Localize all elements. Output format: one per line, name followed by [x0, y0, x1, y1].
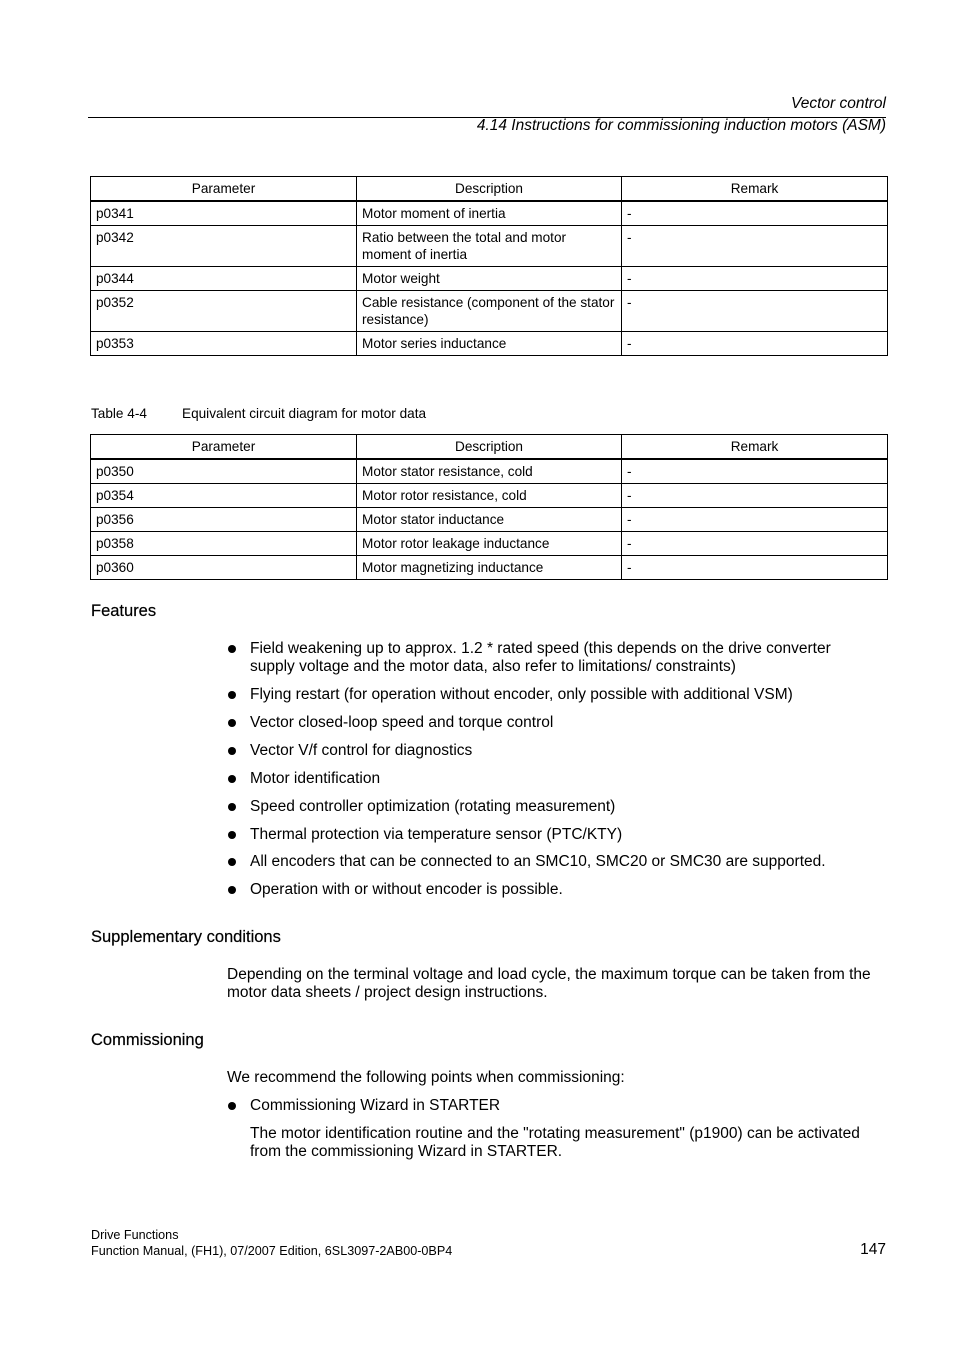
cell-remark: - [622, 556, 888, 580]
cell-remark: - [622, 532, 888, 556]
cell-description: Ratio between the total and motor moment of inertia [357, 226, 622, 267]
table-header-row [91, 435, 888, 460]
bullet-icon [228, 645, 236, 653]
list-item [227, 826, 877, 844]
table-row [91, 459, 888, 484]
table-header-row [91, 177, 888, 202]
list-item [227, 798, 877, 816]
table-row [91, 484, 888, 508]
cell-remark: - [622, 332, 888, 356]
bullet-icon [228, 831, 236, 839]
commissioning-heading: Commissioning [91, 1031, 204, 1049]
table-row [91, 332, 888, 356]
bullet-icon [228, 886, 236, 894]
cell-description: Motor weight [357, 267, 622, 291]
list-item-text: Motor identification [250, 770, 381, 787]
bullet-icon [228, 803, 236, 811]
table-row [91, 226, 888, 267]
cell-remark: - [622, 291, 888, 332]
cell-description: Motor stator resistance, cold [357, 459, 622, 484]
header-section: 4.14 Instructions for commissioning induction motors (ASM) [476, 117, 886, 134]
list-item [227, 742, 877, 760]
footer-edition: Function Manual, (FH1), 07/2007 Edition, 6SL3097-2AB00-0BP4 [91, 1244, 453, 1258]
page-footer [91, 1227, 452, 1259]
list-item [227, 714, 877, 732]
column-header-description: Description [357, 435, 622, 460]
cell-parameter: p0344 [91, 267, 357, 291]
bullet-icon [228, 691, 236, 699]
column-header-description: Description [357, 177, 622, 202]
list-item-text: All encoders that can be connected to an SMC10, SMC20 or SMC30 are supported. [250, 853, 826, 870]
list-item [227, 640, 877, 676]
bullet-icon [228, 1102, 236, 1110]
features-heading: Features [91, 602, 157, 620]
cell-description: Motor series inductance [357, 332, 622, 356]
parameter-table-top [90, 176, 888, 356]
cell-remark: - [622, 226, 888, 267]
list-item-text: Field weakening up to approx. 1.2 * rated speed (this depends on the drive converter supply voltage and the motor data, also refer to limitations/ constraints) [250, 640, 831, 675]
table-row [91, 267, 888, 291]
list-item-text: Flying restart (for operation without encoder, only possible with additional VSM) [250, 686, 793, 703]
commissioning-detail: The motor identification routine and the "rotating measurement" (p1900) can be activated from the commissioning Wizard in STARTER. [250, 1125, 860, 1160]
cell-remark: - [622, 201, 888, 226]
table-number: Table 4-4 [91, 406, 147, 421]
table-caption-text: Equivalent circuit diagram for motor data [182, 406, 427, 421]
list-item-text: Speed controller optimization (rotating measurement) [250, 798, 616, 815]
page-number: 147 [860, 1241, 886, 1258]
cell-parameter: p0341 [91, 201, 357, 226]
commissioning-intro: We recommend the following points when commissioning: [227, 1069, 625, 1086]
cell-parameter: p0350 [91, 459, 357, 484]
features-list [227, 640, 877, 899]
footer-manual-title: Drive Functions [91, 1228, 179, 1242]
cell-description: Motor moment of inertia [357, 201, 622, 226]
cell-remark: - [622, 484, 888, 508]
cell-description: Motor rotor leakage inductance [357, 532, 622, 556]
supplementary-conditions-text: Depending on the terminal voltage and load cycle, the maximum torque can be taken from the motor data sheets / project design instructions. [227, 966, 871, 1001]
cell-parameter: p0356 [91, 508, 357, 532]
column-header-remark: Remark [622, 435, 888, 460]
list-item-text: Vector closed-loop speed and torque control [250, 714, 554, 731]
cell-parameter: p0360 [91, 556, 357, 580]
list-item [227, 881, 877, 899]
cell-parameter: p0353 [91, 332, 357, 356]
cell-description: Motor magnetizing inductance [357, 556, 622, 580]
supplementary-conditions-heading: Supplementary conditions [91, 928, 281, 946]
list-item-text: Vector V/f control for diagnostics [250, 742, 473, 759]
column-header-remark: Remark [622, 177, 888, 202]
parameter-table-equivalent-circuit [90, 434, 888, 580]
bullet-icon [228, 858, 236, 866]
list-item-text: Operation with or without encoder is possible. [250, 881, 563, 898]
table-row [91, 508, 888, 532]
bullet-icon [228, 719, 236, 727]
table-row [91, 201, 888, 226]
cell-description: Motor rotor resistance, cold [357, 484, 622, 508]
cell-description: Cable resistance (component of the stator resistance) [357, 291, 622, 332]
list-item-text: Thermal protection via temperature sensor (PTC/KTY) [250, 826, 623, 843]
list-item [227, 1097, 877, 1115]
table-row [91, 532, 888, 556]
header-chapter: Vector control [790, 95, 886, 112]
table-caption [91, 406, 426, 421]
bullet-icon [228, 747, 236, 755]
cell-remark: - [622, 267, 888, 291]
bullet-icon [228, 775, 236, 783]
table-row [91, 291, 888, 332]
cell-parameter: p0358 [91, 532, 357, 556]
cell-parameter: p0342 [91, 226, 357, 267]
table-row [91, 556, 888, 580]
cell-description: Motor stator inductance [357, 508, 622, 532]
cell-remark: - [622, 508, 888, 532]
cell-parameter: p0354 [91, 484, 357, 508]
column-header-parameter: Parameter [91, 435, 357, 460]
list-item-text: Commissioning Wizard in STARTER [250, 1097, 501, 1114]
list-item [227, 686, 877, 704]
commissioning-list [227, 1097, 877, 1115]
list-item [227, 770, 877, 788]
cell-parameter: p0352 [91, 291, 357, 332]
list-item [227, 853, 877, 871]
column-header-parameter: Parameter [91, 177, 357, 202]
cell-remark: - [622, 459, 888, 484]
